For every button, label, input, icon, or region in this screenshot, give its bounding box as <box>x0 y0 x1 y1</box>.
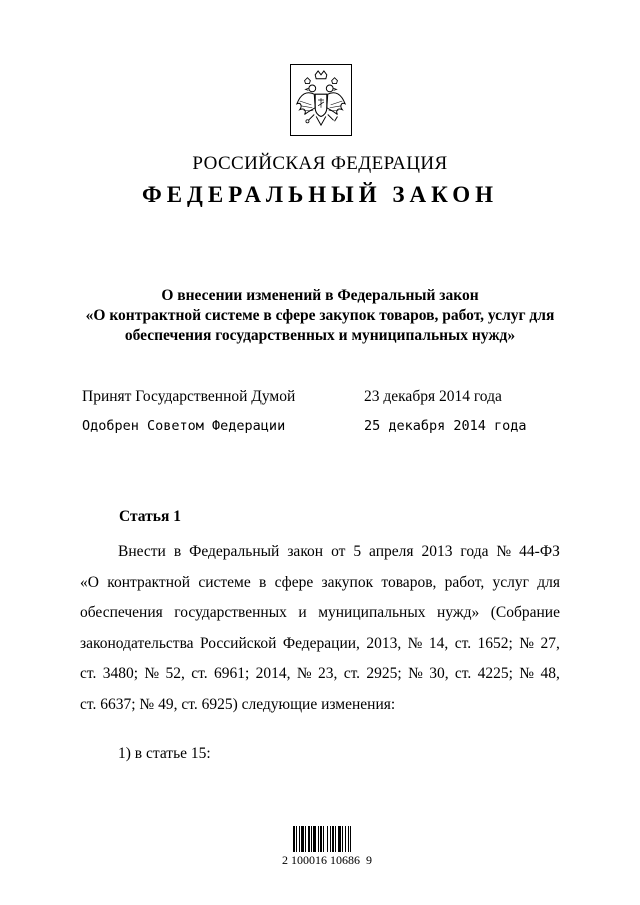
law-title <box>80 286 560 346</box>
article-word: государственных <box>174 604 287 621</box>
article-word: и <box>298 604 307 621</box>
article-word: от <box>331 543 346 560</box>
article-word: № <box>496 543 512 560</box>
article-word: товаров, <box>381 573 437 591</box>
article-word: № <box>408 665 423 682</box>
article-word: апреля <box>369 543 414 560</box>
article-word: 2013 <box>421 543 453 560</box>
article-word: 1652; <box>477 634 513 652</box>
article-line <box>80 568 560 599</box>
article-word: 2014, <box>255 665 291 682</box>
article-word: контрактной <box>107 573 191 591</box>
law-title-line: обеспечения государственных и муниципальных нужд» <box>124 327 516 344</box>
article-word: ст. <box>80 665 97 682</box>
article-word: 2925; <box>366 665 402 682</box>
article-word: ст. <box>191 665 208 682</box>
article-word: в <box>173 543 182 560</box>
article-word: 30, <box>429 665 449 682</box>
article-word: муниципальных <box>318 604 426 621</box>
article-word: № <box>144 665 160 682</box>
barcode-icon <box>293 826 351 852</box>
barcode-number: 2 100016 10686 9 <box>282 853 372 867</box>
adopted-label: Принят Государственной Думой <box>82 388 296 405</box>
article-word: № <box>519 665 535 682</box>
article-word: ст. 6637; № 49, ст. 6925) следующие изменения: <box>80 695 396 713</box>
article-word: 3480; <box>102 665 139 682</box>
article-word: закупок <box>321 573 374 591</box>
article-word: в <box>258 573 267 591</box>
article-word: 5 <box>353 543 362 560</box>
article-word: 48, <box>540 665 560 682</box>
article-word: Внести <box>118 543 166 560</box>
article-word: № <box>296 665 312 682</box>
article-word: 44-ФЗ <box>519 543 560 560</box>
article-word: сфере <box>274 573 314 591</box>
article-word: 27, <box>540 634 560 652</box>
article-word: Федеральный <box>189 543 280 560</box>
article-line <box>80 598 560 629</box>
article-word: (Собрание <box>490 604 560 621</box>
article-line <box>80 629 560 660</box>
article-word: года <box>460 543 489 560</box>
article-word: № <box>519 634 535 652</box>
article-word: 2013, <box>366 634 402 652</box>
article-word: закон <box>287 543 324 560</box>
adopted-date: 23 декабря 2014 года <box>364 388 502 405</box>
article-word: Российской <box>200 634 277 652</box>
document-type-heading: ФЕДЕРАЛЬНЫЙ ЗАКОН <box>141 182 499 207</box>
article-word: системе <box>198 573 251 591</box>
article-word: для <box>537 573 560 591</box>
law-title-line: О внесении изменений в Федеральный закон <box>161 287 479 304</box>
article-word: ст. <box>454 665 472 682</box>
article-line <box>80 537 560 568</box>
coat-of-arms-emblem <box>290 64 352 136</box>
article-word: законодательства <box>80 634 194 652</box>
article-word: нужд» <box>437 604 480 621</box>
article-word: 14, <box>428 634 449 652</box>
article-word: 6961; <box>213 665 250 682</box>
approved-date: 25 декабря 2014 года <box>364 418 527 434</box>
article-word: работ, <box>444 573 485 591</box>
article-word: обеспечения <box>80 604 163 621</box>
article-word: ст. <box>343 665 361 682</box>
article-line <box>80 690 560 721</box>
article-word: Федерации, <box>282 634 360 652</box>
article-heading: Статья 1 <box>119 508 181 525</box>
article-word: 52, <box>165 665 185 682</box>
article-word: услуг <box>492 573 529 591</box>
country-heading: РОССИЙСКАЯ ФЕДЕРАЦИЯ <box>192 153 448 174</box>
article-word: 4225; <box>477 665 513 682</box>
article-word: «О <box>80 573 99 591</box>
article-line <box>80 659 560 690</box>
article-word: № <box>407 634 423 652</box>
approved-label: Одобрен Советом Федерации <box>82 418 286 434</box>
amendment-item: 1) в статье 15: <box>118 745 211 762</box>
law-title-line: «О контрактной системе в сфере закупок товаров, работ, услуг для <box>85 307 555 324</box>
article-word: ст. <box>454 634 472 652</box>
article-body <box>80 537 560 720</box>
russian-coat-of-arms-icon <box>291 65 351 135</box>
article-word: 23, <box>317 665 338 682</box>
